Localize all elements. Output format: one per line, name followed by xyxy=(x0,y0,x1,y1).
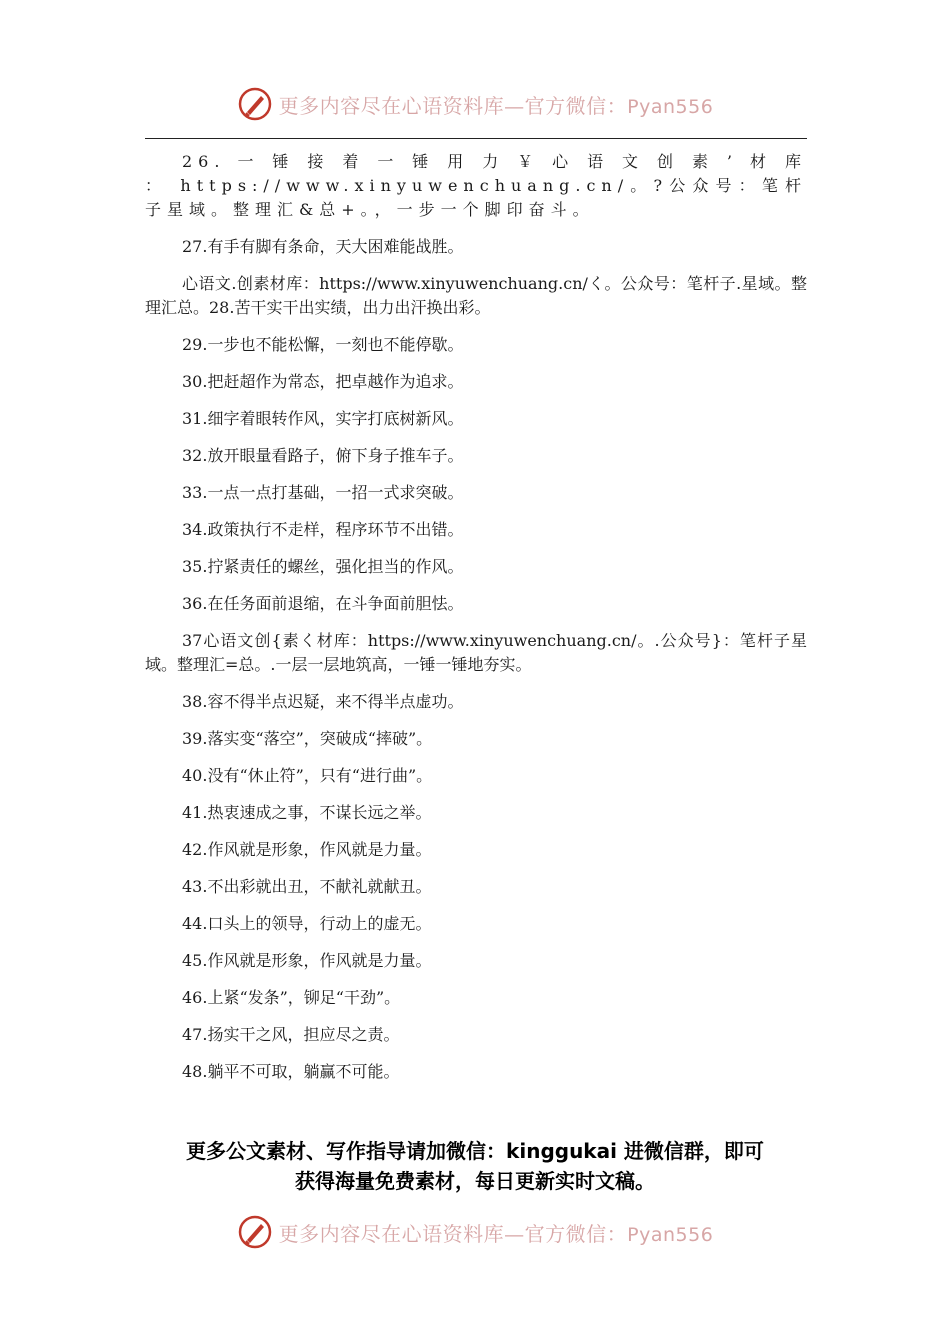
banner-wechat: Pyan556 xyxy=(627,1223,714,1246)
footer-note-line: 获得海量免费素材，每日更新实时文稿。 xyxy=(295,1169,655,1193)
paragraph: 34.政策执行不走样，程序环节不出错。 xyxy=(182,520,464,539)
paragraph: 41.热衷速成之事，不谋长远之举。 xyxy=(182,803,432,822)
paragraph: 38.容不得半点迟疑，来不得半点虚功。 xyxy=(182,692,464,711)
paragraph: 32.放开眼量看路子，俯下身子推车子。 xyxy=(182,446,464,465)
pen-logo-icon xyxy=(237,1214,273,1250)
paragraph: 26. 一 锤 接 着 一 锤 用 力 ￥ 心 语 文 创 素 ’ 材 库 ： https://www.xinyuwenchuang.cn/。?公众号：笔杆子星域。整理汇&总+。，一步一个脚印奋斗。 xyxy=(145,152,807,219)
paragraph: 39.落实变“落空”，突破成“摔破”。 xyxy=(182,729,433,748)
pen-logo-icon xyxy=(237,86,273,122)
paragraph: 48.躺平不可取，躺赢不可能。 xyxy=(182,1062,400,1081)
footer-note-line: 更多公文素材、写作指导请加微信：kinggukai 进微信群，即可 xyxy=(186,1139,764,1163)
header-banner xyxy=(0,82,950,126)
paragraph: 33.一点一点打基础，一招一式求突破。 xyxy=(182,483,464,502)
paragraph: 45.作风就是形象，作风就是力量。 xyxy=(182,951,432,970)
banner-text: 更多内容尽在心语资料库—官方微信：Pyan556 xyxy=(278,93,714,118)
footer-banner xyxy=(0,1210,950,1254)
paragraph: 44.口头上的领导，行动上的虚无。 xyxy=(182,914,432,933)
paragraph: 37心语文创{素く材库：https://www.xinyuwenchuang.cn/。.公众号}：笔杆子星域。整理汇=总。.一层一层地筑高，一锤一锤地夯实。 xyxy=(145,631,807,674)
paragraph: 30.把赶超作为常态，把卓越作为追求。 xyxy=(182,372,464,391)
paragraph: 35.拧紧责任的螺丝，强化担当的作风。 xyxy=(182,557,464,576)
paragraph: 心语文.创素材库：https://www.xinyuwenchuang.cn/く。公众号：笔杆子.星域。整理汇总。28.苦干实干出实绩，出力出汗换出彩。 xyxy=(145,274,807,317)
document-body xyxy=(145,150,807,1097)
paragraph: 31.细字着眼转作风，实字打底树新风。 xyxy=(182,409,464,428)
paragraph: 27.有手有脚有条命，天大困难能战胜。 xyxy=(182,237,464,256)
banner-text: 更多内容尽在心语资料库—官方微信：Pyan556 xyxy=(278,1221,714,1246)
paragraph: 40.没有“休止符”，只有“进行曲”。 xyxy=(182,766,433,785)
paragraph: 43.不出彩就出丑，不献礼就献丑。 xyxy=(182,877,432,896)
paragraph: 47.扬实干之风，担应尽之责。 xyxy=(182,1025,400,1044)
paragraph: 29.一步也不能松懈，一刻也不能停歇。 xyxy=(182,335,464,354)
paragraph: 36.在任务面前退缩，在斗争面前胆怯。 xyxy=(182,594,464,613)
banner-wechat: Pyan556 xyxy=(627,95,714,118)
paragraph: 42.作风就是形象，作风就是力量。 xyxy=(182,840,432,859)
footer-note xyxy=(130,1136,820,1196)
header-rule xyxy=(145,138,807,139)
paragraph: 46.上紧“发条”，铆足“干劲”。 xyxy=(182,988,401,1007)
